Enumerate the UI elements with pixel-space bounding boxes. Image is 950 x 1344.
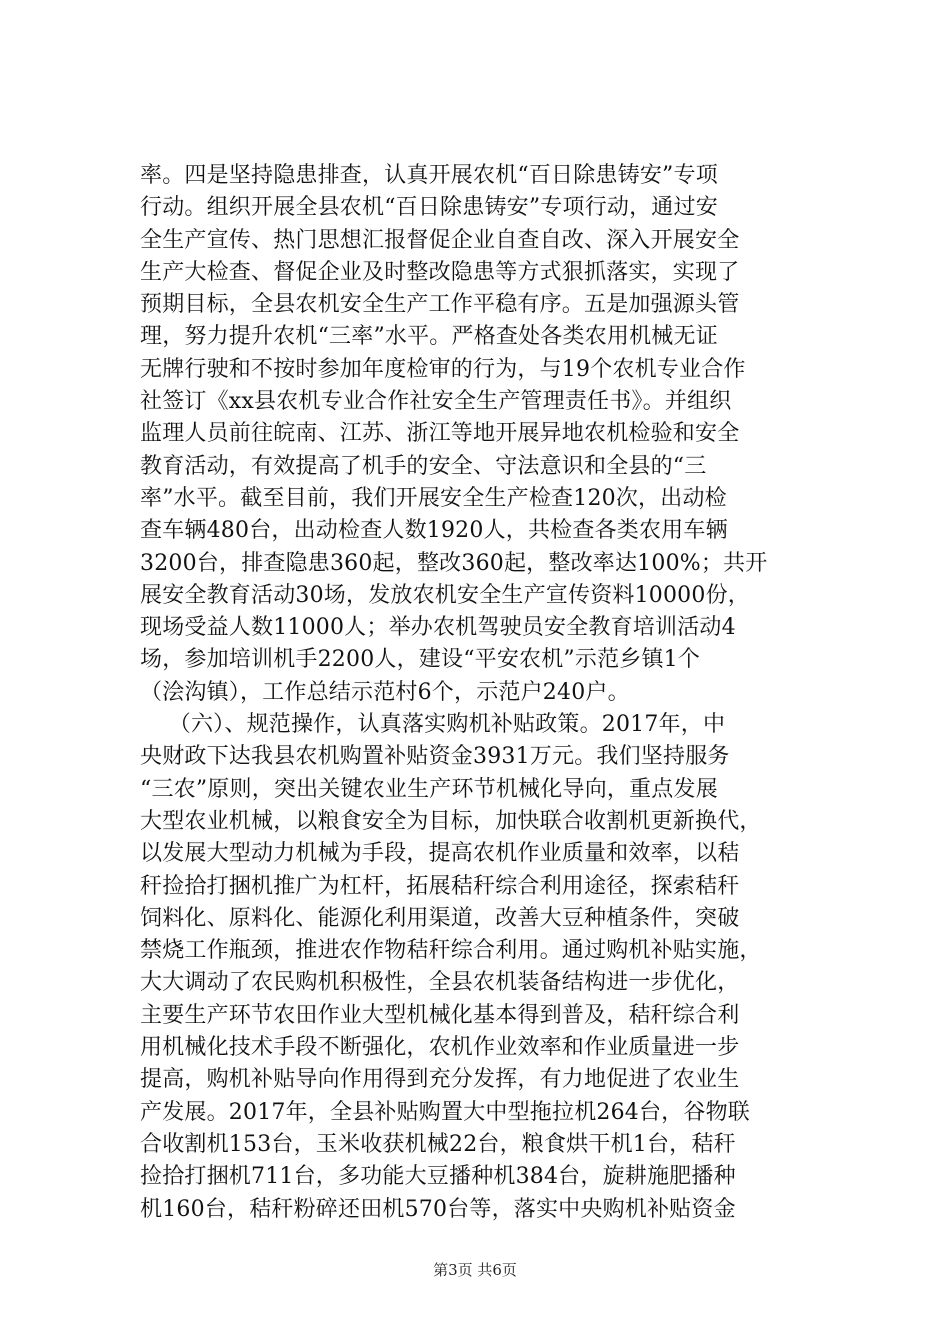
- text-line: 机160台，秸秆粉碎还田机570台等，落实中央购机补贴资金: [140, 1196, 736, 1222]
- text-line: 禁烧工作瓶颈，推进农作物秸秆综合利用。通过购机补贴实施，: [140, 938, 762, 964]
- text-line: 央财政下达我县农机购置补贴资金3931万元。我们坚持服务: [140, 744, 730, 770]
- text-line: 大型农业机械，以粮食安全为目标，加快联合收割机更新换代，: [140, 808, 762, 834]
- text-line: 无牌行驶和不按时参加年度检审的行为，与19个农机专业合作: [140, 356, 746, 382]
- body-text: [140, 160, 830, 1226]
- text-line: 全生产宣传、热门思想汇报督促企业自查自改、深入开展安全: [140, 227, 740, 253]
- text-line: 提高，购机补贴导向作用得到充分发挥，有力地促进了农业生: [140, 1067, 740, 1093]
- text-line: 合收割机153台，玉米收获机械22台，粮食烘干机1台，秸秆: [140, 1131, 736, 1157]
- text-line: （六）、规范操作，认真落实购机补贴政策。2017年，中: [140, 712, 726, 738]
- text-line: 展安全教育活动30场，发放农机安全生产宣传资料10000份，: [140, 582, 750, 608]
- text-line: 理，努力提升农机“三率”水平。严格查处各类农用机械无证: [140, 324, 718, 350]
- text-line: 场，参加培训机手2200人，建设“平安农机”示范乡镇1个: [140, 647, 701, 673]
- text-line: 主要生产环节农田作业大型机械化基本得到普及，秸秆综合利: [140, 1002, 740, 1028]
- text-line: 大大调动了农民购机积极性，全县农机装备结构进一步优化，: [140, 970, 740, 996]
- text-line: 行动。组织开展全县农机“百日除患铸安”专项行动，通过安: [140, 195, 718, 221]
- text-line: 查车辆480台，出动检查人数1920人，共检查各类农用车辆: [140, 518, 728, 544]
- text-line: 秆捡拾打捆机推广为杠杆，拓展秸秆综合利用途径，探索秸秆: [140, 873, 740, 899]
- text-line: 生产大检查、督促企业及时整改隐患等方式狠抓落实，实现了: [140, 259, 740, 285]
- text-line: 社签订《xx县农机专业合作社安全生产管理责任书》。并组织: [140, 389, 732, 415]
- text-line: 率”水平。截至目前，我们开展安全生产检查120次，出动检: [140, 485, 727, 511]
- text-line: 饲料化、原料化、能源化利用渠道，改善大豆种植条件，突破: [140, 905, 740, 931]
- text-line: 预期目标，全县农机安全生产工作平稳有序。五是加强源头管: [140, 292, 740, 318]
- text-line: “三农”原则，突出关键农业生产环节机械化导向，重点发展: [140, 776, 718, 802]
- text-line: （浍沟镇），工作总结示范村6个，示范户240户。: [140, 679, 630, 705]
- page-footer: 第3页 共6页: [433, 1261, 517, 1279]
- text-line: 现场受益人数11000人；举办农机驾驶员安全教育培训活动4: [140, 615, 736, 641]
- text-line: 3200台，排查隐患360起，整改360起，整改率达100%；共开: [140, 550, 768, 576]
- text-line: 监理人员前往皖南、江苏、浙江等地开展异地农机检验和安全: [140, 421, 740, 447]
- text-line: 教育活动，有效提高了机手的安全、守法意识和全县的“三: [140, 453, 707, 479]
- text-line: 捡拾打捆机711台，多功能大豆播种机384台，旋耕施肥播种: [140, 1164, 736, 1190]
- text-line: 用机械化技术手段不断强化，农机作业效率和作业质量进一步: [140, 1035, 740, 1061]
- text-line: 率。四是坚持隐患排查，认真开展农机“百日除患铸安”专项: [140, 163, 718, 188]
- text-line: 以发展大型动力机械为手段，提高农机作业质量和效率，以秸: [140, 841, 740, 867]
- text-line: 产发展。2017年，全县补贴购置大中型拖拉机264台，谷物联: [140, 1099, 750, 1125]
